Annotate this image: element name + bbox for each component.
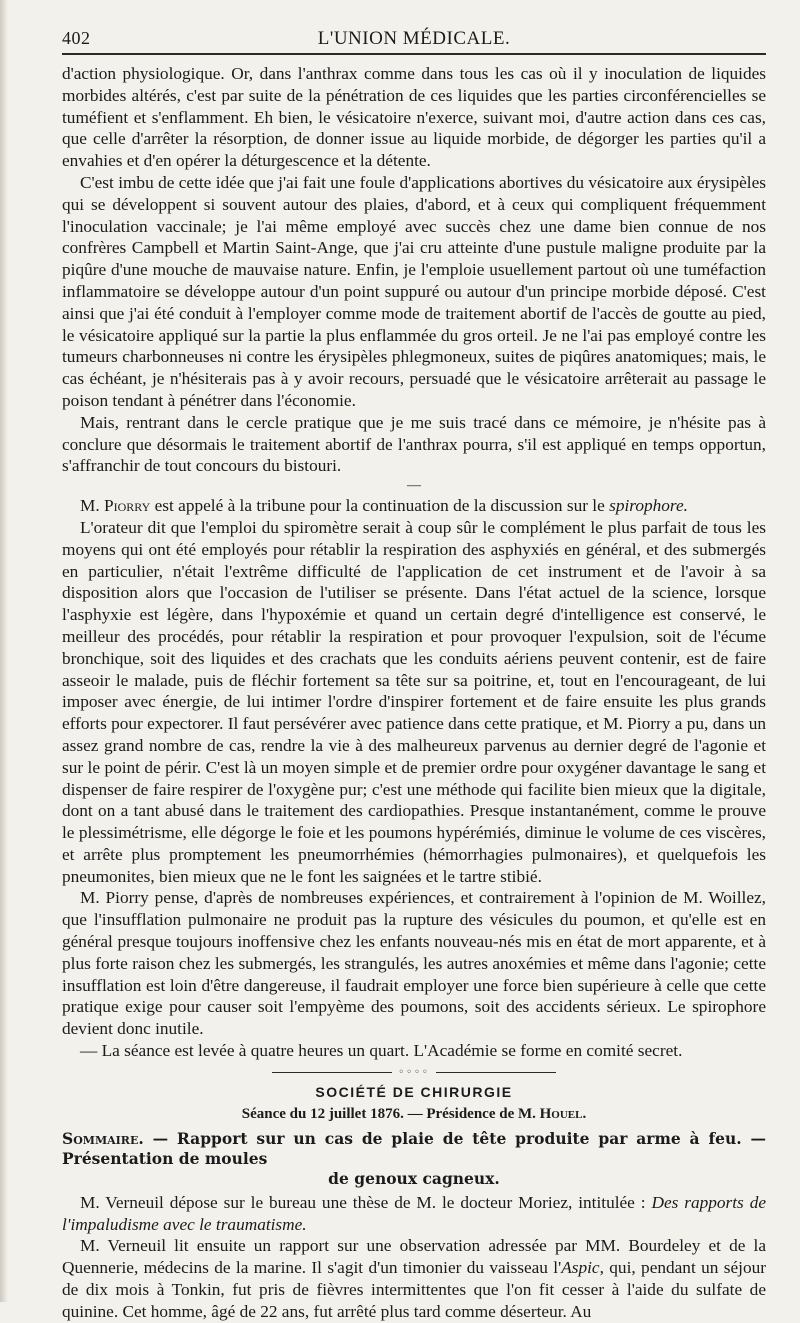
ornament-line — [436, 1072, 556, 1073]
italic-term: spirophore. — [609, 496, 688, 516]
paragraph: M. Piorry pense, d'après de nombreuses expériences, et contrairement à l'opinion de M. Woillez, que l'insufflation pulmonaire ne produit pas la rupture des vésicules du poumon, et qu'elle est en général presque toujours inoffensive chez les enfants nouveau-nés mis en état de mort apparente, et à plus forte raison chez les submergés, les strangulés, les autres anoxémies et même dans l'agonie; cette insufflation est loin d'être dangereuse, il faudrait employer une force bien supérieure à celle que cette pratique exige pour causer soit l'empyème des poumons, soit des accidents sérieux. Le spirophore devient donc inutile. — [62, 888, 766, 1039]
paragraph: L'orateur dit que l'emploi du spiromètre serait à coup sûr le complément le plus parfait de tous les moyens qui ont été employés pour rétablir la respiration des asphyxiés en général, et des submergés en particulier, n'était l'extrême difficulté de l'application de cet instrument et de l'avoir à sa disposition alors que l'occasion de l'utiliser se présente. Dans l'état actuel de la science, lorsque l'asphyxie est légère, dans l'hypoxémie et quand un certain degré d'intelligence est conservé, le meilleur des procédés, pour rétablir la respiration et pour provoquer l'expulsion, soit de l'écume bronchique, soit des liquides et des crachats que les conduits aériens peuvent contenir, est de faire asseoir le malade, puis de fléchir fortement sa tête sur sa poitrine, et, tout en l'encourageant, de lui imposer avec énergie, de lui intimer l'ordre d'inspirer fortement et de faire ensuite les plus grands efforts pour expectorer. Il faut persévérer avec patience dans cette pratique, et M. Piorry a pu, dans un assez grand nombre de cas, rendre la vie à des malheureux parvenus au dernier degré de l'agonie et sur le point de périr. C'est là un moyen simple et de premier ordre pour oxygéner davantage le sang et dispenser de faire respirer de l'oxygène pur; c'est une méthode qui facilite bien mieux que la digitale, dont on a tant abusé dans le traitement des cardiopathies. Presque instantanément, comme le prouve le plessimétrisme, elle dégorge le foie et les poumons hypérémiés, diminue le volume de ces viscères, et arrête plus promptement les pneumorrhémies (hémorrhagies pulmonaires), et quelquefois les pneumonites, bien mieux que ne le font les saignées et le tartre stibié. — [62, 517, 766, 886]
paragraph — [62, 495, 766, 517]
section-separator: — — [407, 478, 421, 494]
paragraph: C'est imbu de cette idée que j'ai fait une foule d'applications abortives du vésicatoire aux érysipèles qui se développent si souvent autour des plaies, d'abord, et à ceux qui compliquent fréquemment l'inoculation vaccinale; je l'ai même employé avec succès chez une dame bien connue de nos confrères Campbell et Martin Saint-Ange, que j'ai cru atteinte d'une pustule maligne produite par la piqûre d'une mouche de mauvaise nature. Enfin, je l'emploie usuellement partout où une tuméfaction inflammatoire se développe autour d'un point suppuré ou autour d'un principe morbide déposé. C'est ainsi que j'ai été conduit à l'employer comme mode de traitement abortif de l'accès de goutte au pied, le vésicatoire appliqué sur la partie la plus enflammée du gros orteil. Je ne l'ai pas employé contre les tumeurs charbonneuses ni contre les érysipèles phlegmoneux, suites de piqûres anatomiques; mais, le cas échéant, je n'hésiterais pas à y avoir recours, persuadé que le vésicatoire arrêterait au passage le poison tendant à pénétrer dans l'économie. — [62, 172, 766, 410]
ornament-divider — [62, 1068, 766, 1078]
italic-title: Des rapports de l'impaludisme avec le traumatisme. — [62, 1192, 767, 1234]
text-run: . — [582, 1105, 587, 1122]
summary — [62, 1129, 766, 1188]
text-run: Séance du 12 juillet 1876. — Présidence de M. — [241, 1105, 540, 1122]
ornament-line — [272, 1072, 392, 1073]
paragraph: d'action physiologique. Or, dans l'anthrax comme dans tous les cas où il y inoculation de liquides morbides altérés, c'est par suite de la pénétration de ces liquides que les parties circonférencielles se tuméfient et s'enflamment. Eh bien, le vésicatoire n'exerce, suivant moi, d'autre action dans ces cas, que celle d'arrêter la résorption, de donner issue au liquide morbide, de dégorger les parties qu'il a envahies et d'en opérer la déturgescence et la détente. — [62, 64, 766, 171]
summary-label: Sommaire. — [62, 1128, 144, 1148]
paragraph — [62, 1192, 766, 1236]
article-body — [62, 63, 766, 1062]
text-run: est appelé à la tribune pour la continuation de la discussion sur le — [150, 496, 610, 516]
text-run: , qui, pendant un séjour de dix mois à Tonkin, fut pris de fièvres intermittentes que l'on fit cesser à l'aide du sulfate de quinine. Cet homme, âgé de 22 ans, fut arrêté plus tard comme déserteur. Au — [62, 1258, 766, 1321]
session-line — [62, 1106, 766, 1123]
paragraph — [62, 1235, 766, 1322]
president-name: Houel — [539, 1105, 583, 1122]
text-run: M. Verneuil dépose sur le bureau une thèse de M. le docteur Moriez, intitulée : — [80, 1192, 652, 1212]
paragraph: Mais, rentrant dans le cercle pratique que je me suis tracé dans ce mémoire, je n'hésite pas à conclure que désormais le traitement abortif de l'anthrax pourra, s'il est appliqué en temps opportun, s'affranchir de tout concours du bistouri. — [62, 412, 766, 476]
ornament-dots: ◦◦◦◦ — [398, 1067, 430, 1079]
text-run: M. Verneuil lit ensuite un rapport sur une observation adressée par MM. Bourdeley et de la Quennerie, médecins de la marine. Il s'agit d'un timonier du vaisseau l' — [62, 1236, 766, 1278]
page-number: 402 — [62, 28, 91, 48]
section-heading: SOCIÉTÉ DE CHIRURGIE — [315, 1083, 513, 1100]
text-run: M. — [80, 496, 105, 516]
italic-term: Aspic — [561, 1258, 600, 1278]
summary-text: — Rapport sur un cas de plaie de tête produite par arme à feu. — Présentation de moules — [62, 1128, 766, 1168]
running-header — [62, 28, 766, 55]
author-name: Piorry — [104, 496, 151, 516]
paragraph: — La séance est levée à quatre heures un quart. L'Académie se forme en comité secret. — [80, 1041, 683, 1061]
society-body — [62, 1192, 766, 1323]
journal-title: L'UNION MÉDICALE. — [317, 28, 511, 49]
summary-text: de genoux cagneux. — [328, 1168, 500, 1188]
